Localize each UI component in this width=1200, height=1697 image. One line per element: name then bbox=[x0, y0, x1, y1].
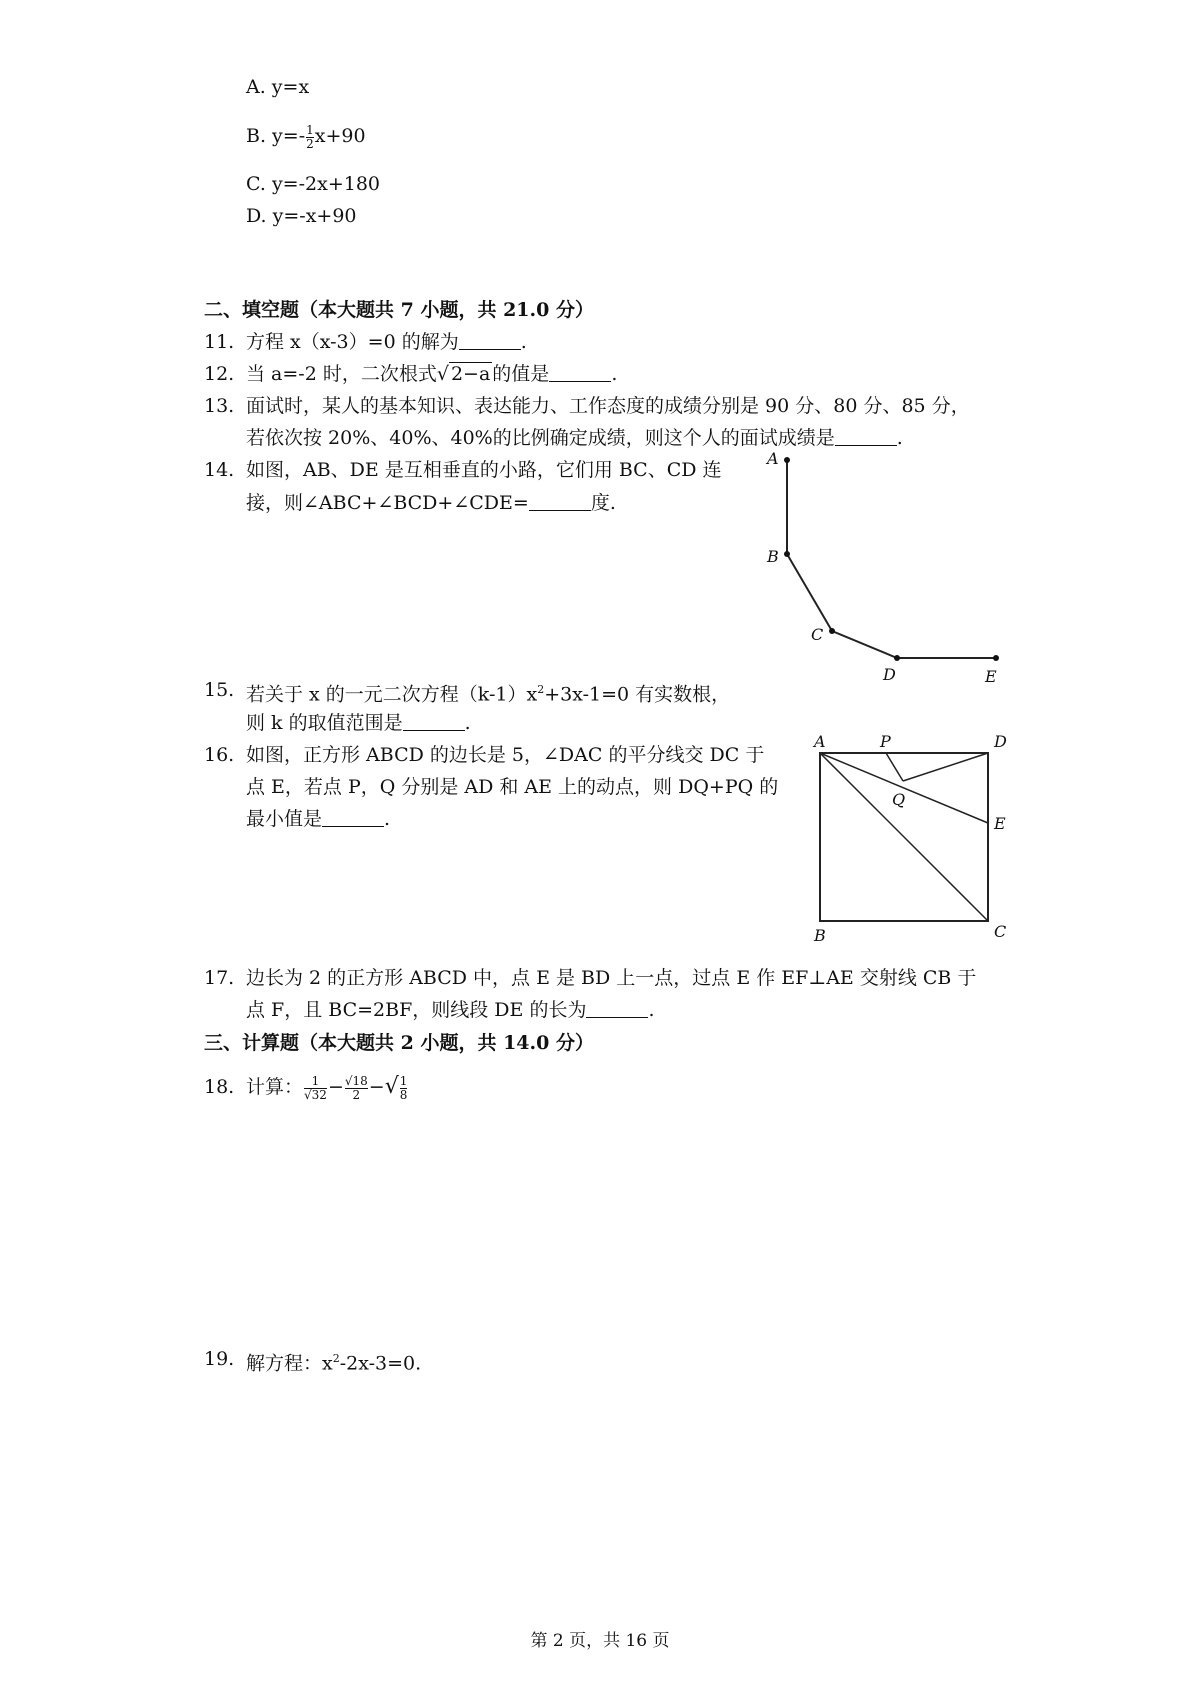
q15-stem: 若关于 x 的一元二次方程（k-1）x bbox=[246, 683, 538, 706]
q19-exponent: 2 bbox=[332, 1352, 340, 1365]
label-d: D bbox=[994, 732, 1007, 751]
point-e bbox=[993, 655, 999, 661]
fraction-3-numerator: 1 bbox=[399, 1073, 408, 1088]
option-c: C. y=-2x+180 bbox=[246, 173, 381, 195]
diagonal-ac bbox=[820, 753, 988, 921]
q11-number: 11. bbox=[204, 331, 235, 353]
q13-line1: 面试时，某人的基本知识、表达能力、工作态度的成绩分别是 90 分、80 分、85 分， bbox=[246, 395, 970, 417]
q15-exponent: 2 bbox=[537, 683, 545, 696]
radical-sign: √ bbox=[436, 363, 449, 385]
q17-answer-blank[interactable] bbox=[586, 999, 648, 1018]
bisector-ae bbox=[820, 753, 988, 823]
label-q: Q bbox=[892, 790, 906, 809]
fraction-1-numerator: 1 bbox=[311, 1073, 320, 1088]
label-a: A bbox=[767, 449, 779, 468]
fraction-1-denominator: √32 bbox=[304, 1087, 327, 1102]
q11-answer-blank[interactable] bbox=[459, 331, 521, 350]
q15-line2 bbox=[246, 710, 471, 736]
fraction-2-numerator: √18 bbox=[344, 1073, 368, 1088]
q16-line2: 点 E，若点 P，Q 分别是 AD 和 AE 上的动点，则 DQ+PQ 的 bbox=[246, 776, 779, 798]
fraction-1-over-root32 bbox=[304, 1075, 327, 1102]
q19-stem: 解方程：x bbox=[246, 1352, 333, 1375]
radical-sign: √ bbox=[384, 1074, 399, 1099]
q15-question: 则 k 的取值范围是 bbox=[246, 712, 403, 734]
option-b-suffix: x+90 bbox=[314, 125, 366, 147]
q16-number: 16. bbox=[204, 744, 235, 766]
q16-answer-blank[interactable] bbox=[322, 808, 384, 827]
q17-stem: 点 F，且 BC=2BF，则线段 DE 的长为 bbox=[246, 999, 587, 1021]
q18-expression bbox=[246, 1072, 408, 1102]
option-d: D. y=-x+90 bbox=[246, 205, 357, 227]
option-a: A. y=x bbox=[246, 76, 310, 98]
q12-answer-blank[interactable] bbox=[549, 363, 611, 382]
q11-text bbox=[246, 329, 527, 355]
section-fill-in-title: 二、填空题（本大题共 7 小题，共 21.0 分） bbox=[204, 299, 594, 321]
label-b: B bbox=[767, 547, 779, 566]
point-d bbox=[894, 655, 900, 661]
q16-square-figure bbox=[800, 725, 1020, 950]
q14-number: 14. bbox=[204, 459, 235, 481]
q14-answer-blank[interactable] bbox=[529, 492, 591, 511]
fraction-root18-over-2 bbox=[345, 1075, 368, 1102]
q17-line1: 边长为 2 的正方形 ABCD 中，点 E 是 BD 上一点，过点 E 作 EF⊥AE 交射线 CB 于 bbox=[246, 967, 977, 989]
q14-stem: 接，则∠ABC+∠BCD+∠CDE= bbox=[246, 492, 529, 514]
q14-unit: 度. bbox=[590, 492, 616, 514]
q11-period: . bbox=[520, 331, 527, 353]
minus-sign-1: − bbox=[327, 1076, 344, 1098]
segment-pq bbox=[886, 753, 903, 781]
segment-dq bbox=[903, 753, 988, 781]
section-calculation-title: 三、计算题（本大题共 2 小题，共 14.0 分） bbox=[204, 1032, 594, 1054]
option-b-denominator: 2 bbox=[306, 136, 314, 151]
q19-number: 19. bbox=[204, 1348, 235, 1370]
q15-period: . bbox=[464, 712, 471, 734]
option-b-fraction bbox=[306, 124, 314, 151]
point-c bbox=[829, 628, 835, 634]
q19-text bbox=[246, 1346, 421, 1376]
label-d: D bbox=[883, 665, 896, 684]
q16-period: . bbox=[384, 808, 391, 830]
fraction-2-denominator: 2 bbox=[345, 1088, 368, 1102]
fraction-1-over-8 bbox=[400, 1075, 408, 1102]
q12-radicand: 2−a bbox=[450, 363, 491, 385]
q17-line2 bbox=[246, 997, 655, 1023]
q17-number: 17. bbox=[204, 967, 235, 989]
q12-text bbox=[246, 361, 617, 387]
q13-period: . bbox=[896, 427, 903, 449]
label-a: A bbox=[814, 732, 826, 751]
page-footer: 第 2 页，共 16 页 bbox=[530, 1631, 670, 1651]
point-b bbox=[784, 551, 790, 557]
q15-stem-end: +3x-1=0 有实数根， bbox=[544, 683, 731, 706]
q16-stem: 最小值是 bbox=[246, 808, 323, 830]
q19-stem-end: -2x-3=0. bbox=[339, 1352, 422, 1375]
q12-stem-end: 的值是 bbox=[492, 363, 550, 385]
option-b-prefix: B. y=- bbox=[246, 125, 306, 147]
q15-number: 15. bbox=[204, 679, 235, 701]
q13-stem: 若依次按 20%、40%、40%的比例确定成绩，则这个人的面试成绩是 bbox=[246, 427, 835, 449]
minus-sign-2: − bbox=[368, 1076, 385, 1098]
label-p: P bbox=[880, 732, 891, 751]
fraction-3-denominator: 8 bbox=[399, 1087, 408, 1102]
option-b-numerator: 1 bbox=[306, 122, 314, 137]
q14-path-figure bbox=[755, 448, 1015, 688]
label-e: E bbox=[994, 814, 1006, 833]
q12-number: 12. bbox=[204, 363, 235, 385]
q12-period: . bbox=[611, 363, 618, 385]
q16-line3 bbox=[246, 806, 390, 832]
q18-number: 18. bbox=[204, 1076, 235, 1098]
q15-answer-blank[interactable] bbox=[403, 712, 465, 731]
label-e: E bbox=[985, 667, 997, 686]
point-a bbox=[784, 457, 790, 463]
q16-line1: 如图，正方形 ABCD 的边长是 5，∠DAC 的平分线交 DC 于 bbox=[246, 744, 765, 766]
q15-line1 bbox=[246, 677, 730, 707]
q17-period: . bbox=[648, 999, 655, 1021]
label-c: C bbox=[994, 922, 1007, 941]
q14-line1: 如图，AB、DE 是互相垂直的小路，它们用 BC、CD 连 bbox=[246, 459, 722, 481]
label-b: B bbox=[814, 926, 826, 945]
q11-stem: 方程 x（x-3）=0 的解为 bbox=[246, 331, 459, 353]
q13-answer-blank[interactable] bbox=[835, 427, 897, 446]
option-b bbox=[246, 123, 366, 151]
q14-line2 bbox=[246, 490, 616, 516]
label-c: C bbox=[811, 625, 824, 644]
q18-label: 计算： bbox=[246, 1076, 304, 1098]
q13-number: 13. bbox=[204, 395, 235, 417]
q12-stem: 当 a=-2 时，二次根式 bbox=[246, 363, 437, 385]
